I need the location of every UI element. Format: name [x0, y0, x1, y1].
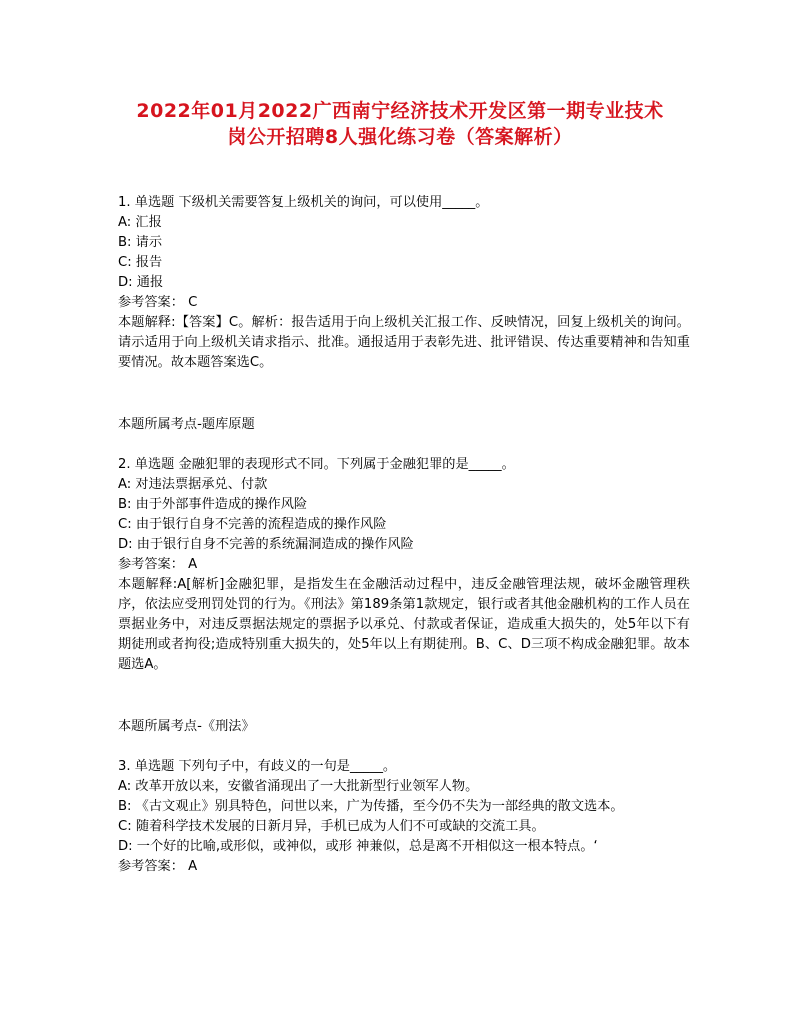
knowledge-point: 本题所属考点-题库原题: [118, 417, 255, 432]
title-line-2: 岗公开招聘8人强化练习卷（答案解析）: [227, 126, 573, 148]
question-2: [118, 455, 690, 737]
question-stem: 3. 单选题 下列句子中，有歧义的一句是_____。: [118, 759, 397, 774]
option-c: C: 随着科学技术发展的日新月异，手机已成为人们不可或缺的交流工具。: [118, 819, 545, 834]
option-d: D: 由于银行自身不完善的系统漏洞造成的操作风险: [118, 537, 414, 552]
explanation: 本题解释:A[解析]金融犯罪，是指发生在金融活动过程中，违反金融管理法规，破坏金融管理秩序，依法应受刑罚处罚的行为。《刑法》第189条第1款规定，银行或者其他金融机构的工作人员在票据业务中，对违反票据法规定的票据予以承兑、付款或者保证，造成重大损失的，处5年以下有期徒刑或者拘役;造成特别重大损失的，处5年以上有期徒刑。B、C、D三项不构成金融犯罪。故本题选A。: [118, 577, 690, 672]
question-stem: 2. 单选题 金融犯罪的表现形式不同。下列属于金融犯罪的是_____。: [118, 457, 515, 472]
option-a: A: 改革开放以来，安徽省涌现出了一大批新型行业领军人物。: [118, 779, 479, 794]
option-c: C: 由于银行自身不完善的流程造成的操作风险: [118, 517, 387, 532]
option-a: A: 对违法票据承兑、付款: [118, 477, 268, 492]
reference-answer: 参考答案： A: [118, 859, 198, 874]
knowledge-point: 本题所属考点-《刑法》: [118, 719, 255, 734]
question-1: [118, 193, 690, 435]
option-b: B: 请示: [118, 235, 163, 250]
option-b: B: 《古文观止》别具特色，问世以来，广为传播，至今仍不失为一部经典的散文选本。: [118, 799, 624, 814]
option-d: D: 一个好的比喻,或形似，或神似，或形 神兼似，总是离不开相似这一根本特点。‘: [118, 839, 598, 854]
question-3: [118, 757, 690, 877]
reference-answer: 参考答案： A: [118, 557, 198, 572]
document-body: [118, 193, 690, 877]
explanation: 本题解释:【答案】C。解析：报告适用于向上级机关汇报工作、反映情况，回复上级机关的询问。请示适用于向上级机关请求指示、批准。通报适用于表彰先进、批评错误、传达重要精神和告知重要情况。故本题答案选C。: [118, 315, 690, 370]
option-a: A: 汇报: [118, 215, 162, 230]
question-stem: 1. 单选题 下级机关需要答复上级机关的询问，可以使用_____。: [118, 195, 489, 210]
option-c: C: 报告: [118, 255, 163, 270]
option-d: D: 通报: [118, 275, 164, 290]
title-line-1: 2022年01月2022广西南宁经济技术开发区第一期专业技术: [136, 100, 664, 122]
option-b: B: 由于外部事件造成的操作风险: [118, 497, 308, 512]
document-title: [100, 98, 700, 150]
reference-answer: 参考答案： C: [118, 295, 198, 310]
